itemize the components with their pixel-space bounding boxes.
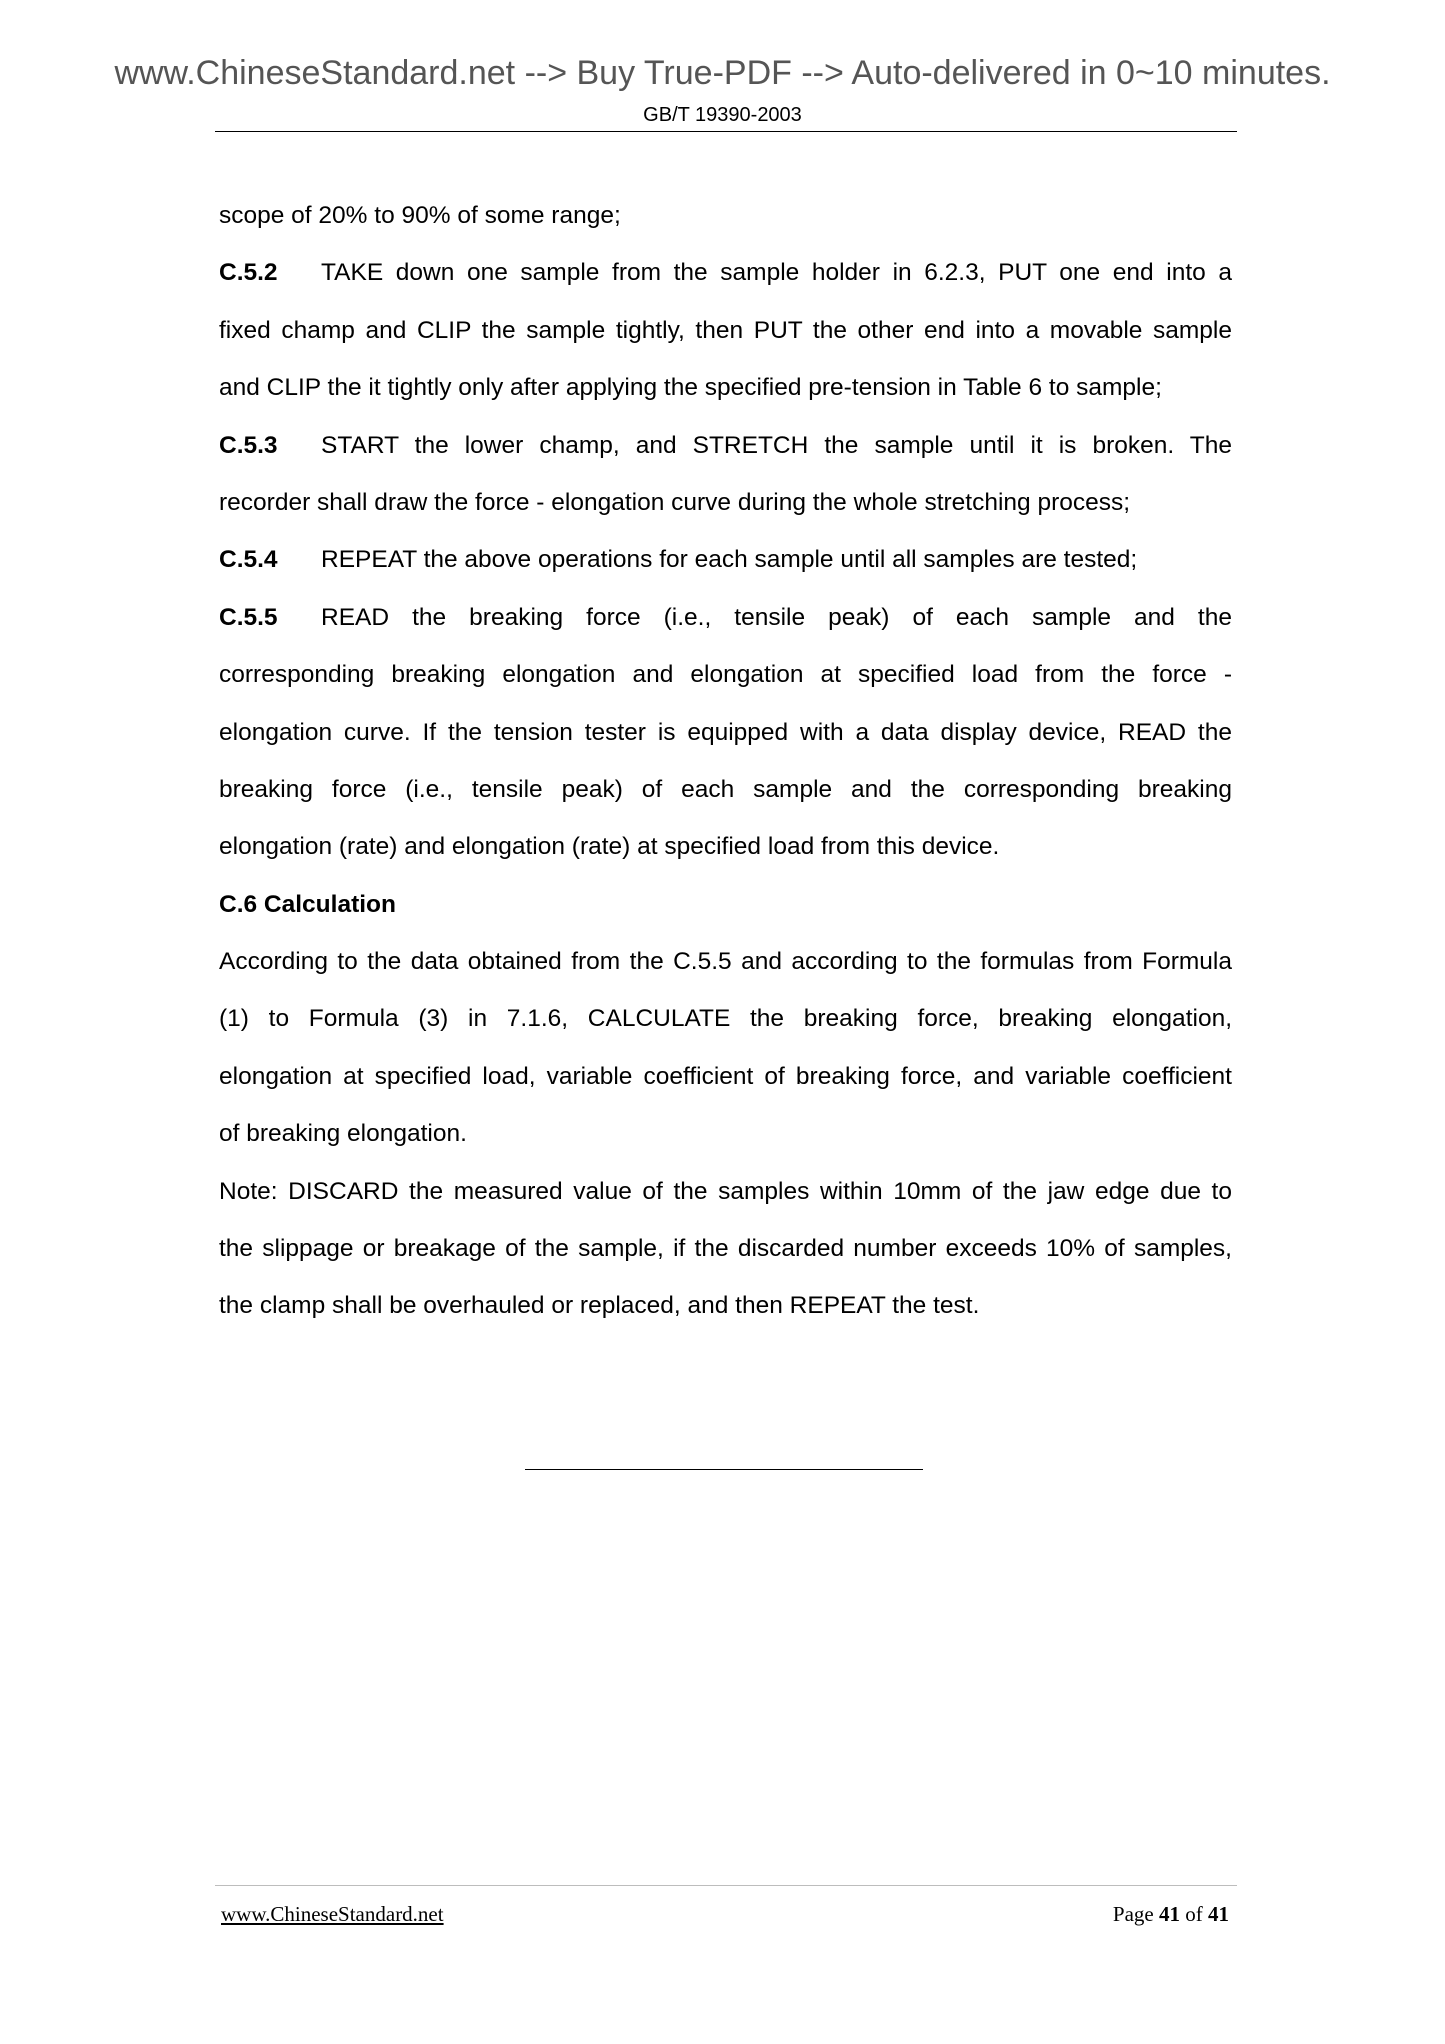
- text-line: START the lower champ, and STRETCH the sample until it is broken. The: [321, 431, 1232, 459]
- section-heading: C.6 Calculation: [219, 890, 396, 918]
- note-line: the slippage or breakage of the sample, if the discarded number exceeds 10% of samples,: [219, 1235, 1232, 1263]
- note-line: Note: DISCARD the measured value of the samples within 10mm of the jaw edge due to: [219, 1177, 1232, 1205]
- site-banner: www.ChineseStandard.net --> Buy True-PDF --> Auto-delivered in 0~10 minutes.: [114, 54, 1331, 92]
- text-line: fixed champ and CLIP the sample tightly, then PUT the other end into a movable sample: [219, 316, 1232, 344]
- text-line: breaking force (i.e., tensile peak) of each sample and the corresponding breaking: [219, 775, 1232, 803]
- text-line: elongation (rate) and elongation (rate) at specified load from this device.: [219, 833, 1000, 861]
- end-of-document-rule: [525, 1469, 923, 1470]
- text-line: and CLIP the it tightly only after applying the specified pre-tension in Table 6 to sample;: [219, 374, 1162, 402]
- text-line: scope of 20% to 90% of some range;: [219, 202, 621, 229]
- text-line: READ the breaking force (i.e., tensile peak) of each sample and the: [321, 603, 1232, 631]
- text-line: of breaking elongation.: [219, 1120, 467, 1148]
- section-c-5-4-first-line: [219, 531, 1232, 588]
- text-line: recorder shall draw the force - elongation curve during the whole stretching process;: [219, 488, 1131, 516]
- section-c-5-2-first-line: [219, 244, 1232, 301]
- section-number: C.5.2: [219, 259, 278, 287]
- text-line: corresponding breaking elongation and elongation at specified load from the force -: [219, 661, 1232, 689]
- section-number: C.5.4: [219, 546, 278, 574]
- footer-divider: [215, 1885, 1237, 1886]
- text-line: (1) to Formula (3) in 7.1.6, CALCULATE the breaking force, breaking elongation,: [219, 1005, 1232, 1033]
- section-c-5-5-first-line: [219, 589, 1232, 646]
- text-line: According to the data obtained from the C.5.5 and according to the formulas from Formula: [219, 948, 1232, 976]
- text-line: TAKE down one sample from the sample holder in 6.2.3, PUT one end into a: [321, 259, 1232, 287]
- header-divider: [215, 131, 1237, 132]
- current-page: 41: [1159, 1902, 1180, 1926]
- section-c-5-3-first-line: [219, 417, 1232, 474]
- text-line: elongation curve. If the tension tester is equipped with a data display device, READ the: [219, 718, 1232, 746]
- section-number: C.5.5: [219, 603, 278, 631]
- document-code: GB/T 19390-2003: [643, 104, 802, 126]
- page-label: Page: [1112, 1902, 1154, 1926]
- total-pages: 41: [1208, 1902, 1229, 1926]
- page-content: [219, 187, 1232, 1335]
- page-of-label: of: [1185, 1902, 1203, 1926]
- page-number: [1113, 1902, 1229, 1927]
- section-number: C.5.3: [219, 431, 278, 459]
- text-line: REPEAT the above operations for each sample until all samples are tested;: [321, 546, 1138, 574]
- footer-site-link[interactable]: www.ChineseStandard.net: [221, 1902, 444, 1926]
- text-line: elongation at specified load, variable coefficient of breaking force, and variable coefficient: [219, 1062, 1232, 1090]
- note-line: the clamp shall be overhauled or replaced, and then REPEAT the test.: [219, 1292, 980, 1320]
